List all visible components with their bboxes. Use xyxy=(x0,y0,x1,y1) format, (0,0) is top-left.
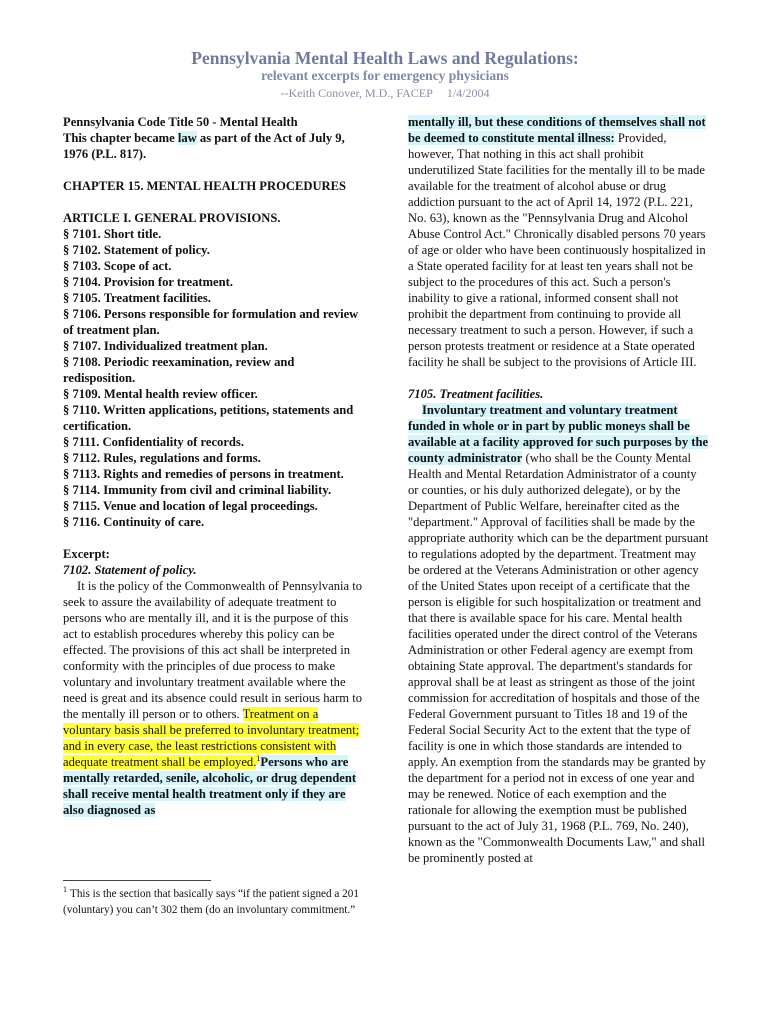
toc-item: § 7104. Provision for treatment. xyxy=(63,275,233,289)
footnote-reference[interactable]: 1 xyxy=(256,753,261,763)
footnote-mark: 1 xyxy=(63,885,67,895)
cyan-highlight: Involuntary treatment and voluntary treatment funded in whole or in part by public moneys shall be available at a facility approved for such purposes by the county administrator xyxy=(408,403,709,465)
toc-item: § 7107. Individualized treatment plan. xyxy=(63,339,268,353)
excerpt-label: Excerpt: xyxy=(63,547,110,561)
toc-item: § 7109. Mental health review officer. xyxy=(63,387,258,401)
footnote-text: This is the section that basically says “if the patient signed a 201 (voluntary) you can’t 302 them (do an involuntary commitment.” xyxy=(63,888,359,916)
toc-item: § 7102. Statement of policy. xyxy=(63,243,210,257)
toc-item: § 7116. Continuity of care. xyxy=(63,515,205,529)
toc-item: § 7115. Venue and location of legal proceedings. xyxy=(63,499,318,513)
document-title: Pennsylvania Mental Health Laws and Regulations: xyxy=(191,48,579,68)
left-column xyxy=(63,114,363,818)
date: 1/4/2004 xyxy=(446,86,490,100)
author: --Keith Conover, M.D., FACEP xyxy=(280,86,433,100)
right-column xyxy=(408,114,710,866)
intro-before: This chapter became xyxy=(63,131,178,145)
policy-paragraph xyxy=(63,578,363,818)
toc-item: § 7101. Short title. xyxy=(63,227,162,241)
section-heading-7105: 7105. Treatment facilities. xyxy=(408,387,544,401)
policy-continuation xyxy=(408,114,710,370)
toc-item: § 7110. Written applications, petitions, statements and certification. xyxy=(63,403,354,433)
toc-item: § 7108. Periodic reexamination, review and redisposition. xyxy=(63,355,295,385)
footnote xyxy=(63,886,363,918)
facilities-text: (who shall be the County Mental Health and Mental Retardation Administrator of a county or counties, or his duly authorized delegate), or by the Department of Public Welfare, hereinafter cited as the "department." Approval of facilities shall be made by the appropriate authority which can be the department pursuant to regulations adopted by the department. Treatment may be ordered at the Veterans Administration or other agency of the United States upon receipt of a certificate that the person is eligible for such hospitalization or treatment and that there is available space for his care. Mental health facilities operated under the direct control of the Veterans Administration or other Federal agency are exempt from obtaining State approval. The department's standards for approval shall be at least as stringent as those of the joint commission for accreditation of hospitals and those of the Federal Government pursuant to Titles 18 and 19 of the Federal Social Security Act to the extent that the type of facility is one in which those standards are intended to apply. An exemption from the standards may be granted by the department for a period not in excess of one year and may be renewed. Notice of each exemption and the rationale for allowing the exemption must be published pursuant to the act of July 31, 1968 (P.L. 769, No. 240), known as the "Commonwealth Documents Law," and shall be prominently posted at xyxy=(408,451,709,865)
code-title: Pennsylvania Code Title 50 - Mental Health xyxy=(63,115,298,129)
table-of-contents xyxy=(63,226,363,530)
document-subtitle: relevant excerpts for emergency physicians xyxy=(261,68,509,83)
law-highlight: law xyxy=(177,131,197,145)
policy-text: It is the policy of the Commonwealth of Pennsylvania to seek to assure the availability of adequate treatment to persons who are mentally ill, and it is the purpose of this act to establish procedures whereby this policy can be effected. The provisions of this act shall be interpreted in conformity with the principles of due process to make voluntary and involuntary treatment available where the need is great and its absence could result in serious harm to the mentally ill person or to others. xyxy=(63,579,363,721)
toc-item: § 7112. Rules, regulations and forms. xyxy=(63,451,261,465)
cyan-highlight: Persons who are mentally retarded, senile, alcoholic, or drug dependent shall receive mental health treatment only if they are also diagnosed as xyxy=(63,755,357,817)
toc-item: § 7105. Treatment facilities. xyxy=(63,291,211,305)
intro-text xyxy=(63,130,363,162)
author-line xyxy=(0,86,770,101)
toc-item: § 7113. Rights and remedies of persons in treatment. xyxy=(63,467,344,481)
facilities-paragraph xyxy=(408,402,710,866)
article-heading: ARTICLE I. GENERAL PROVISIONS. xyxy=(63,211,281,225)
toc-item: § 7111. Confidentiality of records. xyxy=(63,435,244,449)
intro-after: as part of the Act of July 9, 1976 (P.L. 817). xyxy=(63,131,345,161)
toc-item: § 7114. Immunity from civil and criminal liability. xyxy=(63,483,332,497)
footnote-divider xyxy=(63,880,211,881)
section-heading-7102: 7102. Statement of policy. xyxy=(63,563,197,577)
toc-item: § 7106. Persons responsible for formulation and review of treatment plan. xyxy=(63,307,359,337)
cyan-highlight: mentally ill, but these conditions of themselves shall not be deemed to constitute mental illness: xyxy=(408,115,706,145)
toc-item: § 7103. Scope of act. xyxy=(63,259,172,273)
chapter-heading: CHAPTER 15. MENTAL HEALTH PROCEDURES xyxy=(63,179,347,193)
continuation-text: Provided, however, That nothing in this act shall prohibit underutilized State facilities for the mentally ill to be made available for the treatment of alcohol abuse or drug addiction pursuant to the act of April 14, 1972 (P.L. 221, No. 63), known as the "Pennsylvania Drug and Alcohol Abuse Control Act." Chronically disabled persons 70 years of age or older who have been continuously hospitalized in a State operated facility for at least ten years shall not be subject to the procedures of this act. Such a person's inability to give a rational, informed consent shall not prohibit the department from continuing to provide all necessary treatment to such a person. However, if such a person protests treatment or residence at a State operated facility he shall be subject to the provisions of Article III. xyxy=(408,131,706,369)
yellow-highlight: Treatment on a voluntary basis shall be preferred to involuntary treatment; and in every case, the least restrictions consistent with adequate treatment shall be employed. xyxy=(63,707,360,769)
